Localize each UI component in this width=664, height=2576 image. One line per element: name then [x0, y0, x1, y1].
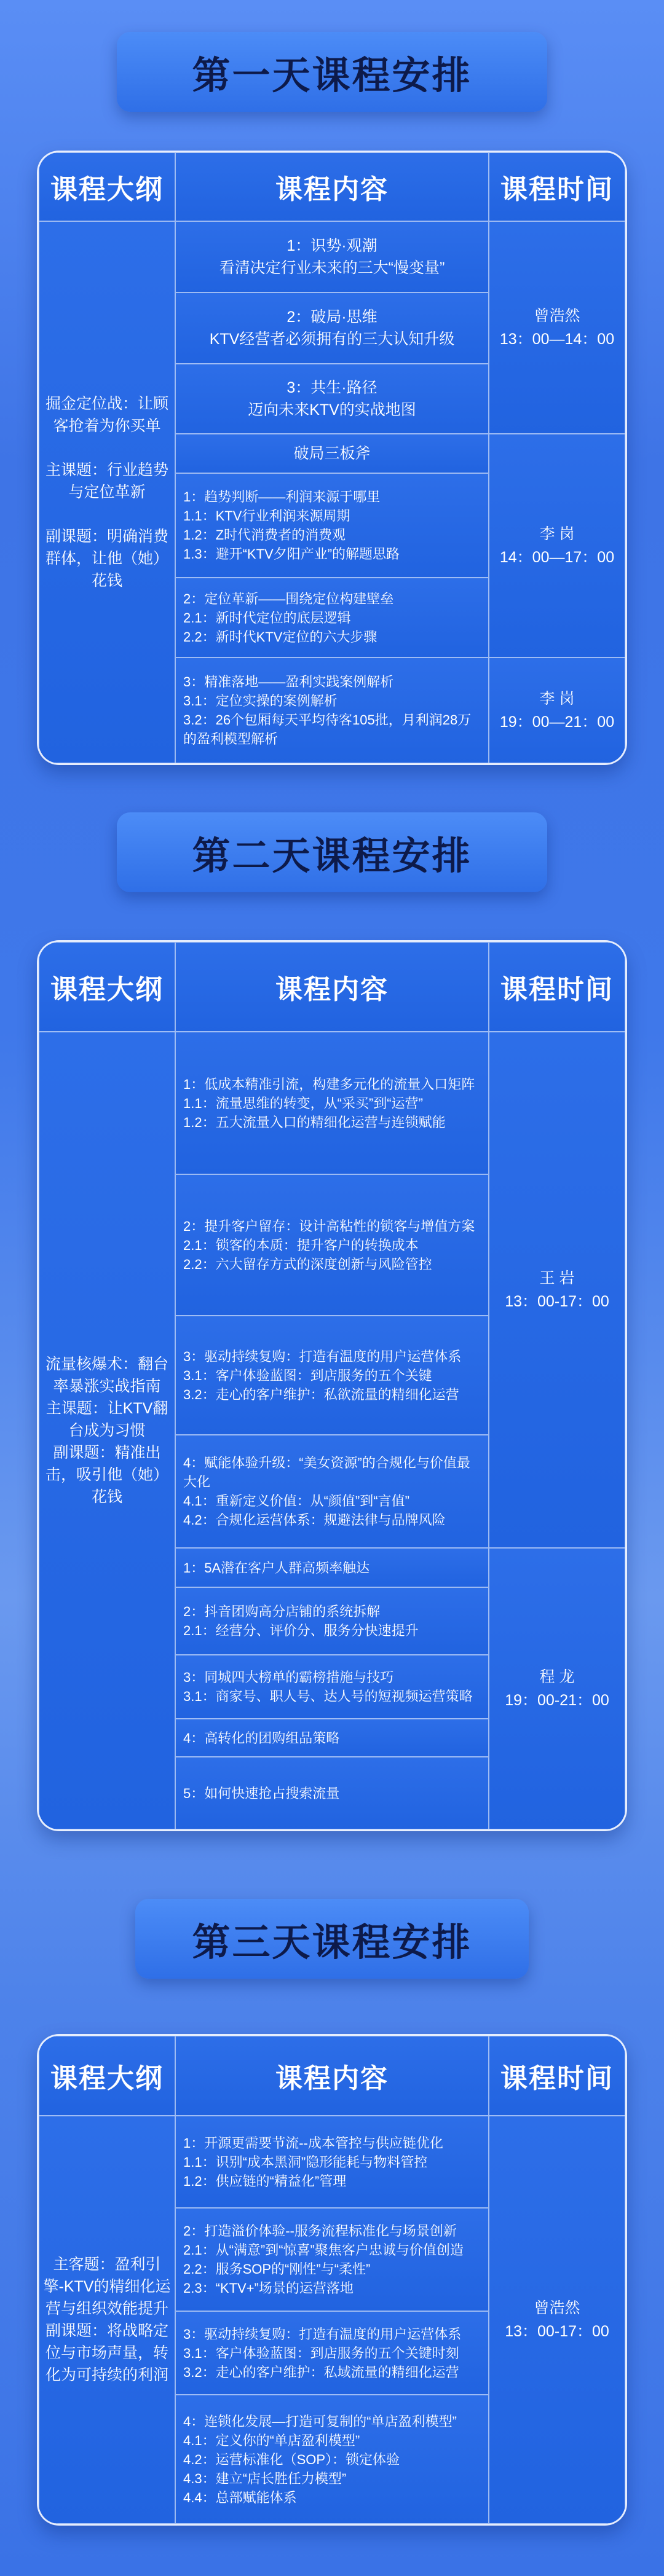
day2-row-6: 2：抖音团购高分店铺的系统拆解 2.1：经营分、评价分、服务分快速提升 [175, 1587, 489, 1655]
day3-title: 第三天课程安排 [135, 1899, 529, 1979]
day2-row-2: 2：提升客户留存：设计高粘性的锁客与增值方案 2.1：锁客的本质：提升客户的转换成本 2.2：六大留存方式的深度创新与风险管控 [175, 1174, 489, 1316]
day3-schedule-table [37, 2034, 627, 2526]
day2-time-2: 程 龙 19：00-21：00 [489, 1548, 625, 1829]
day2-row-8: 4：高转化的团购组品策略 [175, 1719, 489, 1757]
day1-row-7: 3：精准落地——盈利实践案例解析 3.1：定位实操的案例解析 3.2：26个包厢每天平均待客105批，月利润28万的盈利模型解析 [175, 658, 489, 763]
day1-row-1: 1：识势·观潮 看清决定行业未来的三大“慢变量” [175, 221, 489, 293]
day1-row-6: 2：定位革新——围绕定位构建壁垒 2.1：新时代定位的底层逻辑 2.2：新时代KTV定位的六大步骤 [175, 578, 489, 658]
day1-row-2: 2：破局·思维 KTV经营者必须拥有的三大认知升级 [175, 293, 489, 364]
day1-row-4: 破局三板斧 [175, 434, 489, 473]
day2-header-time: 课程时间 [489, 942, 625, 1032]
day2-row-3: 3：驱动持续复购：打造有温度的用户运营体系 3.1：客户体验蓝图：到店服务的五个关键 3.2：走心的客户维护：私欲流量的精细化运营 [175, 1316, 489, 1435]
day2-title: 第二天课程安排 [117, 812, 547, 892]
day1-header-outline: 课程大纲 [39, 152, 175, 221]
day1-schedule-table [37, 151, 627, 765]
day3-header-time: 课程时间 [489, 2036, 625, 2116]
day1-header-time: 课程时间 [489, 152, 625, 221]
day3-row-3: 3：驱动持续复购：打造有温度的用户运营体系 3.1：客户体验蓝图：到店服务的五个关键时刻 3.2：走心的客户维护：私域流量的精细化运营 [175, 2311, 489, 2395]
day3-time-1: 曾浩然 13：00-17：00 [489, 2116, 625, 2524]
day1-time-2: 李 岗 14：00—17：00 [489, 434, 625, 658]
day2-row-1: 1：低成本精准引流，构建多元化的流量入口矩阵 1.1：流量思维的转变，从“采买”到“运营” 1.2：五大流量入口的精细化运营与连锁赋能 [175, 1032, 489, 1174]
day3-row-2: 2：打造溢价体验--服务流程标准化与场景创新 2.1：从“满意”到“惊喜”聚焦客户忠诚与价值创造 2.2：服务SOP的“刚性”与“柔性” 2.3：“KTV+”场景的运营落地 [175, 2208, 489, 2311]
day1-header-content: 课程内容 [175, 152, 489, 221]
day1-outline: 掘金定位战：让顾客抢着为你买单 主课题：行业趋势与定位革新 副课题：明确消费群体，让他（她）花钱 [39, 221, 175, 763]
day2-row-5: 1：5A潜在客户人群高频率触达 [175, 1548, 489, 1587]
day1-time-1: 曾浩然 13：00—14：00 [489, 221, 625, 434]
day3-header-content: 课程内容 [175, 2036, 489, 2116]
day1-time-3: 李 岗 19：00—21：00 [489, 658, 625, 763]
day2-outline: 流量核爆术：翻台率暴涨实战指南 主课题：让KTV翻台成为习惯 副课题：精准出击，吸引他（她）花钱 [39, 1032, 175, 1829]
day3-row-4: 4：连锁化发展—打造可复制的“单店盈利模型” 4.1：定义你的“单店盈利模型” 4.2：运营标准化（SOP）：锁定体验 4.3：建立“店长胜任力模型” 4.4：总部赋能体系 [175, 2395, 489, 2524]
day3-outline: 主客题：盈利引擎-KTV的精细化运营与组织效能提升 副课题：将战略定位与市场声量，转化为可持续的利润 [39, 2116, 175, 2524]
day2-schedule-table [37, 940, 627, 1831]
day2-header-outline: 课程大纲 [39, 942, 175, 1032]
day2-header-content: 课程内容 [175, 942, 489, 1032]
day1-row-5: 1：趋势判断——利润来源于哪里 1.1：KTV行业利润来源周期 1.2：Z时代消费者的消费观 1.3：避开“KTV夕阳产业”的解题思路 [175, 473, 489, 578]
day3-header-outline: 课程大纲 [39, 2036, 175, 2116]
day1-row-3: 3：共生·路径 迈向未来KTV的实战地图 [175, 364, 489, 434]
day3-row-1: 1：开源更需要节流--成本管控与供应链优化 1.1：识别“成本黑洞”隐形能耗与物料管控 1.2：供应链的“精益化”管理 [175, 2116, 489, 2208]
day1-title: 第一天课程安排 [117, 32, 547, 112]
day2-row-4: 4：赋能体验升级：“美女资源”的合规化与价值最大化 4.1：重新定义价值：从“颜值”到“言值” 4.2：合规化运营体系：规避法律与品牌风险 [175, 1435, 489, 1548]
day2-row-7: 3：同城四大榜单的霸榜措施与技巧 3.1：商家号、职人号、达人号的短视频运营策略 [175, 1655, 489, 1719]
day2-time-1: 王 岩 13：00-17：00 [489, 1032, 625, 1548]
day2-row-9: 5：如何快速抢占搜索流量 [175, 1757, 489, 1829]
